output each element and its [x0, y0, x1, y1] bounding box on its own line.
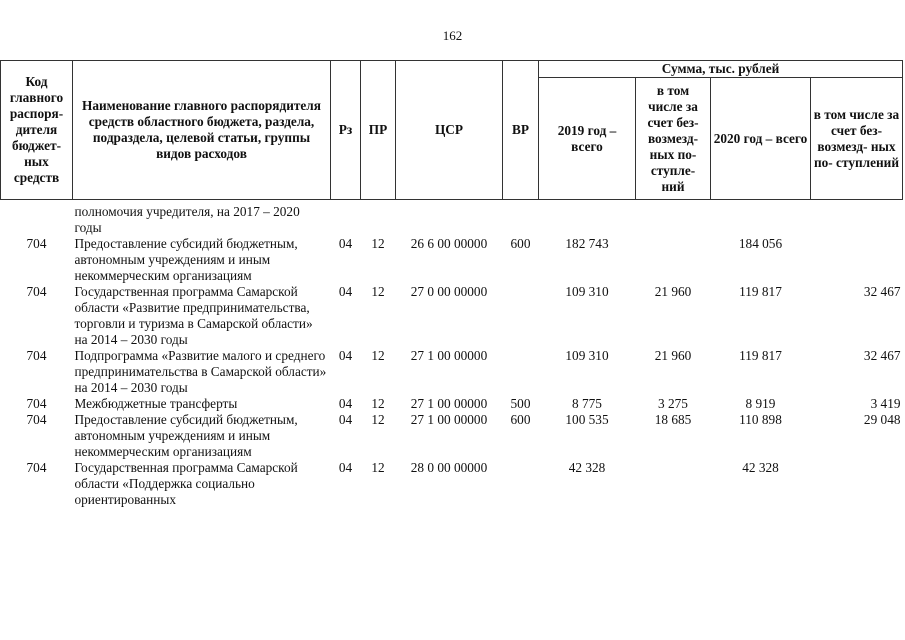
cell-2020-total: 184 056	[738, 236, 783, 251]
cell-2020-free: 32 467	[863, 284, 901, 299]
cell-csr: 27 0 00 00000	[410, 284, 488, 299]
cell-csr: 26 6 00 00000	[410, 236, 488, 251]
cell-pr: 12	[371, 412, 385, 427]
table-row	[1, 348, 903, 396]
cell-code: 704	[26, 412, 47, 427]
cell-2019-free	[636, 236, 711, 284]
cell-vr	[503, 204, 539, 236]
cell-vr	[503, 460, 539, 508]
cell-2019-free: 21 960	[654, 284, 692, 299]
cell-pr: 12	[371, 236, 385, 251]
cell-2019-total: 109 310	[565, 284, 609, 299]
header-2020-free: в том числе за счет без- возмезд- ных по- ступлений	[811, 78, 903, 200]
cell-2019-total: 42 328	[568, 460, 606, 475]
cell-2019-free	[636, 460, 711, 508]
cell-2020-total: 119 817	[739, 348, 782, 363]
cell-rz: 04	[338, 396, 353, 411]
cell-2019-free	[636, 204, 711, 236]
cell-2020-free	[811, 460, 903, 508]
cell-2020-free	[811, 204, 903, 236]
cell-csr: 27 1 00 00000	[410, 348, 488, 363]
header-vr: ВР	[503, 61, 539, 200]
cell-2019-free: 3 275	[658, 396, 688, 411]
cell-vr	[503, 348, 539, 396]
cell-2020-free: 32 467	[863, 348, 901, 363]
cell-2019-free: 18 685	[654, 412, 692, 427]
cell-pr: 12	[371, 396, 385, 411]
cell-2020-free: 3 419	[870, 396, 901, 411]
cell-name: Государственная программа Самарской области «Поддержка социально ориентированных	[74, 460, 298, 507]
cell-pr: 12	[371, 348, 385, 363]
cell-name: Подпрограмма «Развитие малого и среднего предпринимательства в Самарской области» на 2014 – 2030 годы	[74, 348, 327, 395]
cell-name: Предоставление субсидий бюджетным, автономным учреждениям и иным некоммерческим организациям	[74, 236, 298, 283]
table-row	[1, 396, 903, 412]
cell-2020-total	[711, 204, 811, 236]
cell-csr	[396, 204, 503, 236]
cell-2019-total: 100 535	[565, 412, 609, 427]
cell-2020-total: 42 328	[742, 460, 779, 475]
cell-csr: 28 0 00 00000	[410, 460, 488, 475]
cell-name: полномочия учредителя, на 2017 – 2020 годы	[74, 204, 300, 235]
cell-vr: 500	[510, 396, 531, 411]
header-csr: ЦСР	[396, 61, 503, 200]
header-code: Код главного распоря- дителя бюджет- ных средств	[1, 61, 73, 200]
cell-2019-total: 8 775	[572, 396, 602, 411]
cell-pr: 12	[371, 460, 385, 475]
cell-2019-free: 21 960	[654, 348, 692, 363]
cell-vr: 600	[510, 236, 531, 251]
cell-2020-total: 119 817	[739, 284, 782, 299]
cell-2019-total: 182 743	[565, 236, 609, 251]
header-2019-free: в том числе за счет без- возмезд- ных по- ступле- ний	[636, 78, 711, 200]
cell-rz	[331, 204, 361, 236]
cell-rz: 04	[338, 348, 353, 363]
cell-pr: 12	[371, 284, 385, 299]
header-2019-total: 2019 год – всего	[539, 78, 636, 200]
cell-2020-free: 29 048	[863, 412, 901, 427]
cell-vr: 600	[510, 412, 531, 427]
cell-code: 704	[26, 460, 47, 475]
cell-name: Государственная программа Самарской области «Развитие предпринимательства, торговли и туризма в Самарской области» на 2014 – 2030 годы	[74, 284, 313, 347]
header-name: Наименование главного распорядителя средств областного бюджета, раздела, подраздела, целевой статьи, группы видов расходов	[73, 61, 331, 200]
cell-pr	[361, 204, 396, 236]
table-row	[1, 204, 903, 236]
page-number: 162	[442, 28, 463, 43]
cell-code: 704	[26, 236, 47, 251]
cell-rz: 04	[338, 284, 353, 299]
header-rz: Рз	[331, 61, 361, 200]
table-row	[1, 284, 903, 348]
cell-name: Межбюджетные трансферты	[74, 396, 238, 411]
table-header	[1, 61, 903, 200]
cell-csr: 27 1 00 00000	[410, 396, 488, 411]
table-body	[1, 200, 903, 509]
table-row	[1, 412, 903, 460]
cell-code	[1, 204, 73, 236]
header-2020-total: 2020 год – всего	[711, 78, 811, 200]
cell-rz: 04	[338, 412, 353, 427]
cell-code: 704	[26, 284, 47, 299]
cell-2019-total	[539, 204, 636, 236]
cell-vr	[503, 284, 539, 348]
cell-2020-free	[811, 236, 903, 284]
cell-2020-total: 8 919	[745, 396, 776, 411]
cell-csr: 27 1 00 00000	[410, 412, 488, 427]
cell-name: Предоставление субсидий бюджетным, автономным учреждениям и иным некоммерческим организациям	[74, 412, 298, 459]
table-row	[1, 236, 903, 284]
cell-code: 704	[26, 396, 47, 411]
cell-2020-total: 110 898	[739, 412, 782, 427]
budget-table	[0, 60, 903, 508]
cell-rz: 04	[338, 460, 353, 475]
cell-2019-total: 109 310	[565, 348, 609, 363]
cell-code: 704	[26, 348, 47, 363]
header-sum: Сумма, тыс. рублей	[539, 61, 903, 78]
cell-rz: 04	[338, 236, 353, 251]
table-row	[1, 460, 903, 508]
header-pr: ПР	[361, 61, 396, 200]
